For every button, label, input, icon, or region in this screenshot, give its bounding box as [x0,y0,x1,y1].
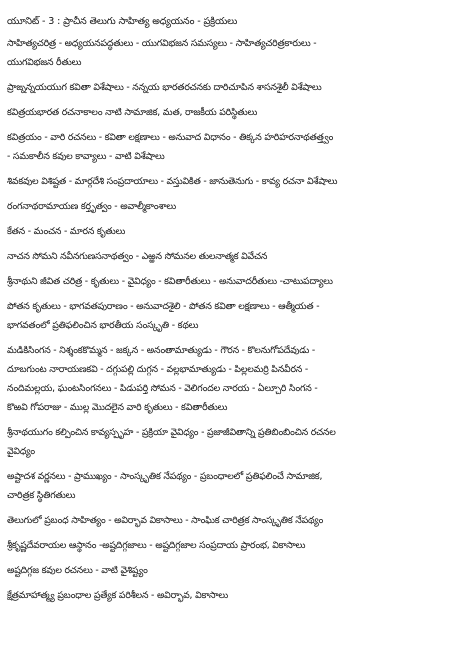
topic-line: చారిత్రక స్థితిగతులు [7,490,76,501]
topic-paragraph [7,107,449,119]
unit-heading: యూనిట్ - 3 : ప్రాచీన తెలుగు సాహిత్య అధ్యయనం - ప్రక్రియలు [7,16,238,27]
topic-line: వైవిధ్యం [7,446,35,457]
topic-paragraph [7,565,449,577]
topic-paragraph [7,540,449,552]
topic-line: శ్రీకృష్ణదేవరాయల ఆస్థానం -అష్టదిగ్గజాలు - అష్టదిగ్గజాల సంప్రదాయ ప్రారంభ, వికాసాలు [7,540,306,551]
topic-line: పోతన కృతులు - భాగవతపురాణం - అనువాదశైలి - పోతన కవితా లక్షణాలు - ఆత్మీయత - [7,301,320,312]
topic-paragraph [7,132,449,163]
topic-line: రంగనాథరామాయణ కర్తృత్వం - అవాల్మీకాంశాలు [7,201,176,212]
topic-line: ప్రాఙ్నన్నయయుగ కవితా విశేషాలు - నన్నయ భారతరచనకు దారిచూపిన శాసనశైలీ విశేషాలు [7,82,322,93]
topic-line: శివకవుల విశిష్టత - మార్గదేశి సంప్రదాయాలు - వస్తువికిత - జానుతెనుగు - కావ్య రచనా విశేషాలు [7,176,338,187]
topic-paragraph [7,427,449,458]
topic-paragraph [7,82,449,94]
topic-paragraph [7,251,449,263]
topic-paragraph [7,471,449,502]
topic-paragraph [7,38,449,69]
topic-line: కవిత్రయభారత రచనాకాలం నాటి సామాజిక, మత, రాజకీయ పరిస్థితులు [7,107,258,118]
topic-line: యుగవిభజన రీతులు [7,57,82,68]
topic-line: సాహిత్యచరిత్ర - అధ్యయనపద్ధతులు - యుగవిభజన సమస్యలు - సాహిత్యచరిత్రకారులు - [7,38,317,49]
topic-paragraph [7,276,449,288]
topic-paragraph [7,515,449,527]
topic-paragraph [7,226,449,238]
topic-line: మడికిసింగన - నిశ్శంకకొమ్మన - జక్కన - అనంతామాత్యుడు - గౌరన - కొలనుగోపదేవుడు - [7,345,316,356]
topic-paragraph [7,301,449,332]
topic-paragraph [7,176,449,188]
topic-line: అష్టాదశ వర్ణనలు - ప్రాముఖ్యం - సాంస్కృతిక నేపథ్యం - ప్రబంధాలలో ప్రతిఫలించే సామాజిక, [7,471,323,482]
topic-line: శ్రీనాథుని జీవిత చరిత్ర - కృతులు - వైవిధ్యం - కవితారీతులు - అనువాదరీతులు -చాటుపద్యాలు [7,276,333,287]
topic-line: కవిత్రయం - వారి రచనలు - కవితా లక్షణాలు - అనువాద విధానం - తిక్కన హరిహరనాథతత్త్వం [7,132,334,143]
topic-line: కేతన - మంచన - మారన కృతులు [7,226,126,237]
topic-line: అష్టదిగ్గజ కవుల రచనలు - వాటి వైశిష్ట్యం [7,565,148,576]
topic-paragraph [7,201,449,213]
topic-line: కొఱవి గోపరాజు - ముల్ల మొదలైన వారి కృతులు - కవితారీతులు [7,402,228,413]
topic-line: భాగవతంలో ప్రతిఫలించిన భారతీయ సంస్కృతి - కథలు [7,320,199,331]
topic-line: నందిమల్లయ, ఘంటసింగనలు - పిడుపర్తి సోమన - వెలిగందల నారయ - ఏల్చూరి సింగన - [7,383,318,394]
topic-line: శ్రీనాథయుగం కల్పించిన కావ్యస్పృహ - ప్రక్రియా వైవిధ్యం - ప్రజాజీవితాన్ని ప్రతిబింబించిన రచనల [7,427,336,438]
topic-paragraph [7,345,449,414]
topic-line: తెలుగులో ప్రబంధ సాహిత్యం - అవిర్భావ వికాసాలు - సాంఘిక చారిత్రక సాంస్కృతిక నేపథ్యం [7,515,324,526]
topic-paragraph [7,590,449,602]
topic-line: దూబగుంట నారాయణకవి - దగ్గుపల్లి దుగ్గన - వల్లభామాత్యుడు - పిల్లలమర్రి పినవీరన - [7,364,308,375]
topic-line: - సమకాలీన కవుల కావ్యాలు - వాటి విశేషాలు [7,151,165,162]
topic-line: నాచన సోమని నవీనగుణసనాథత్వం - ఎఱ్ఱన సోమనల తులనాత్మక వివేచన [7,251,268,262]
topic-line: క్షేత్రమాహాత్మ్య ప్రబంధాల ప్రత్యేక పరిశీలన - అవిర్భావ, వికాసాలు [7,590,229,601]
